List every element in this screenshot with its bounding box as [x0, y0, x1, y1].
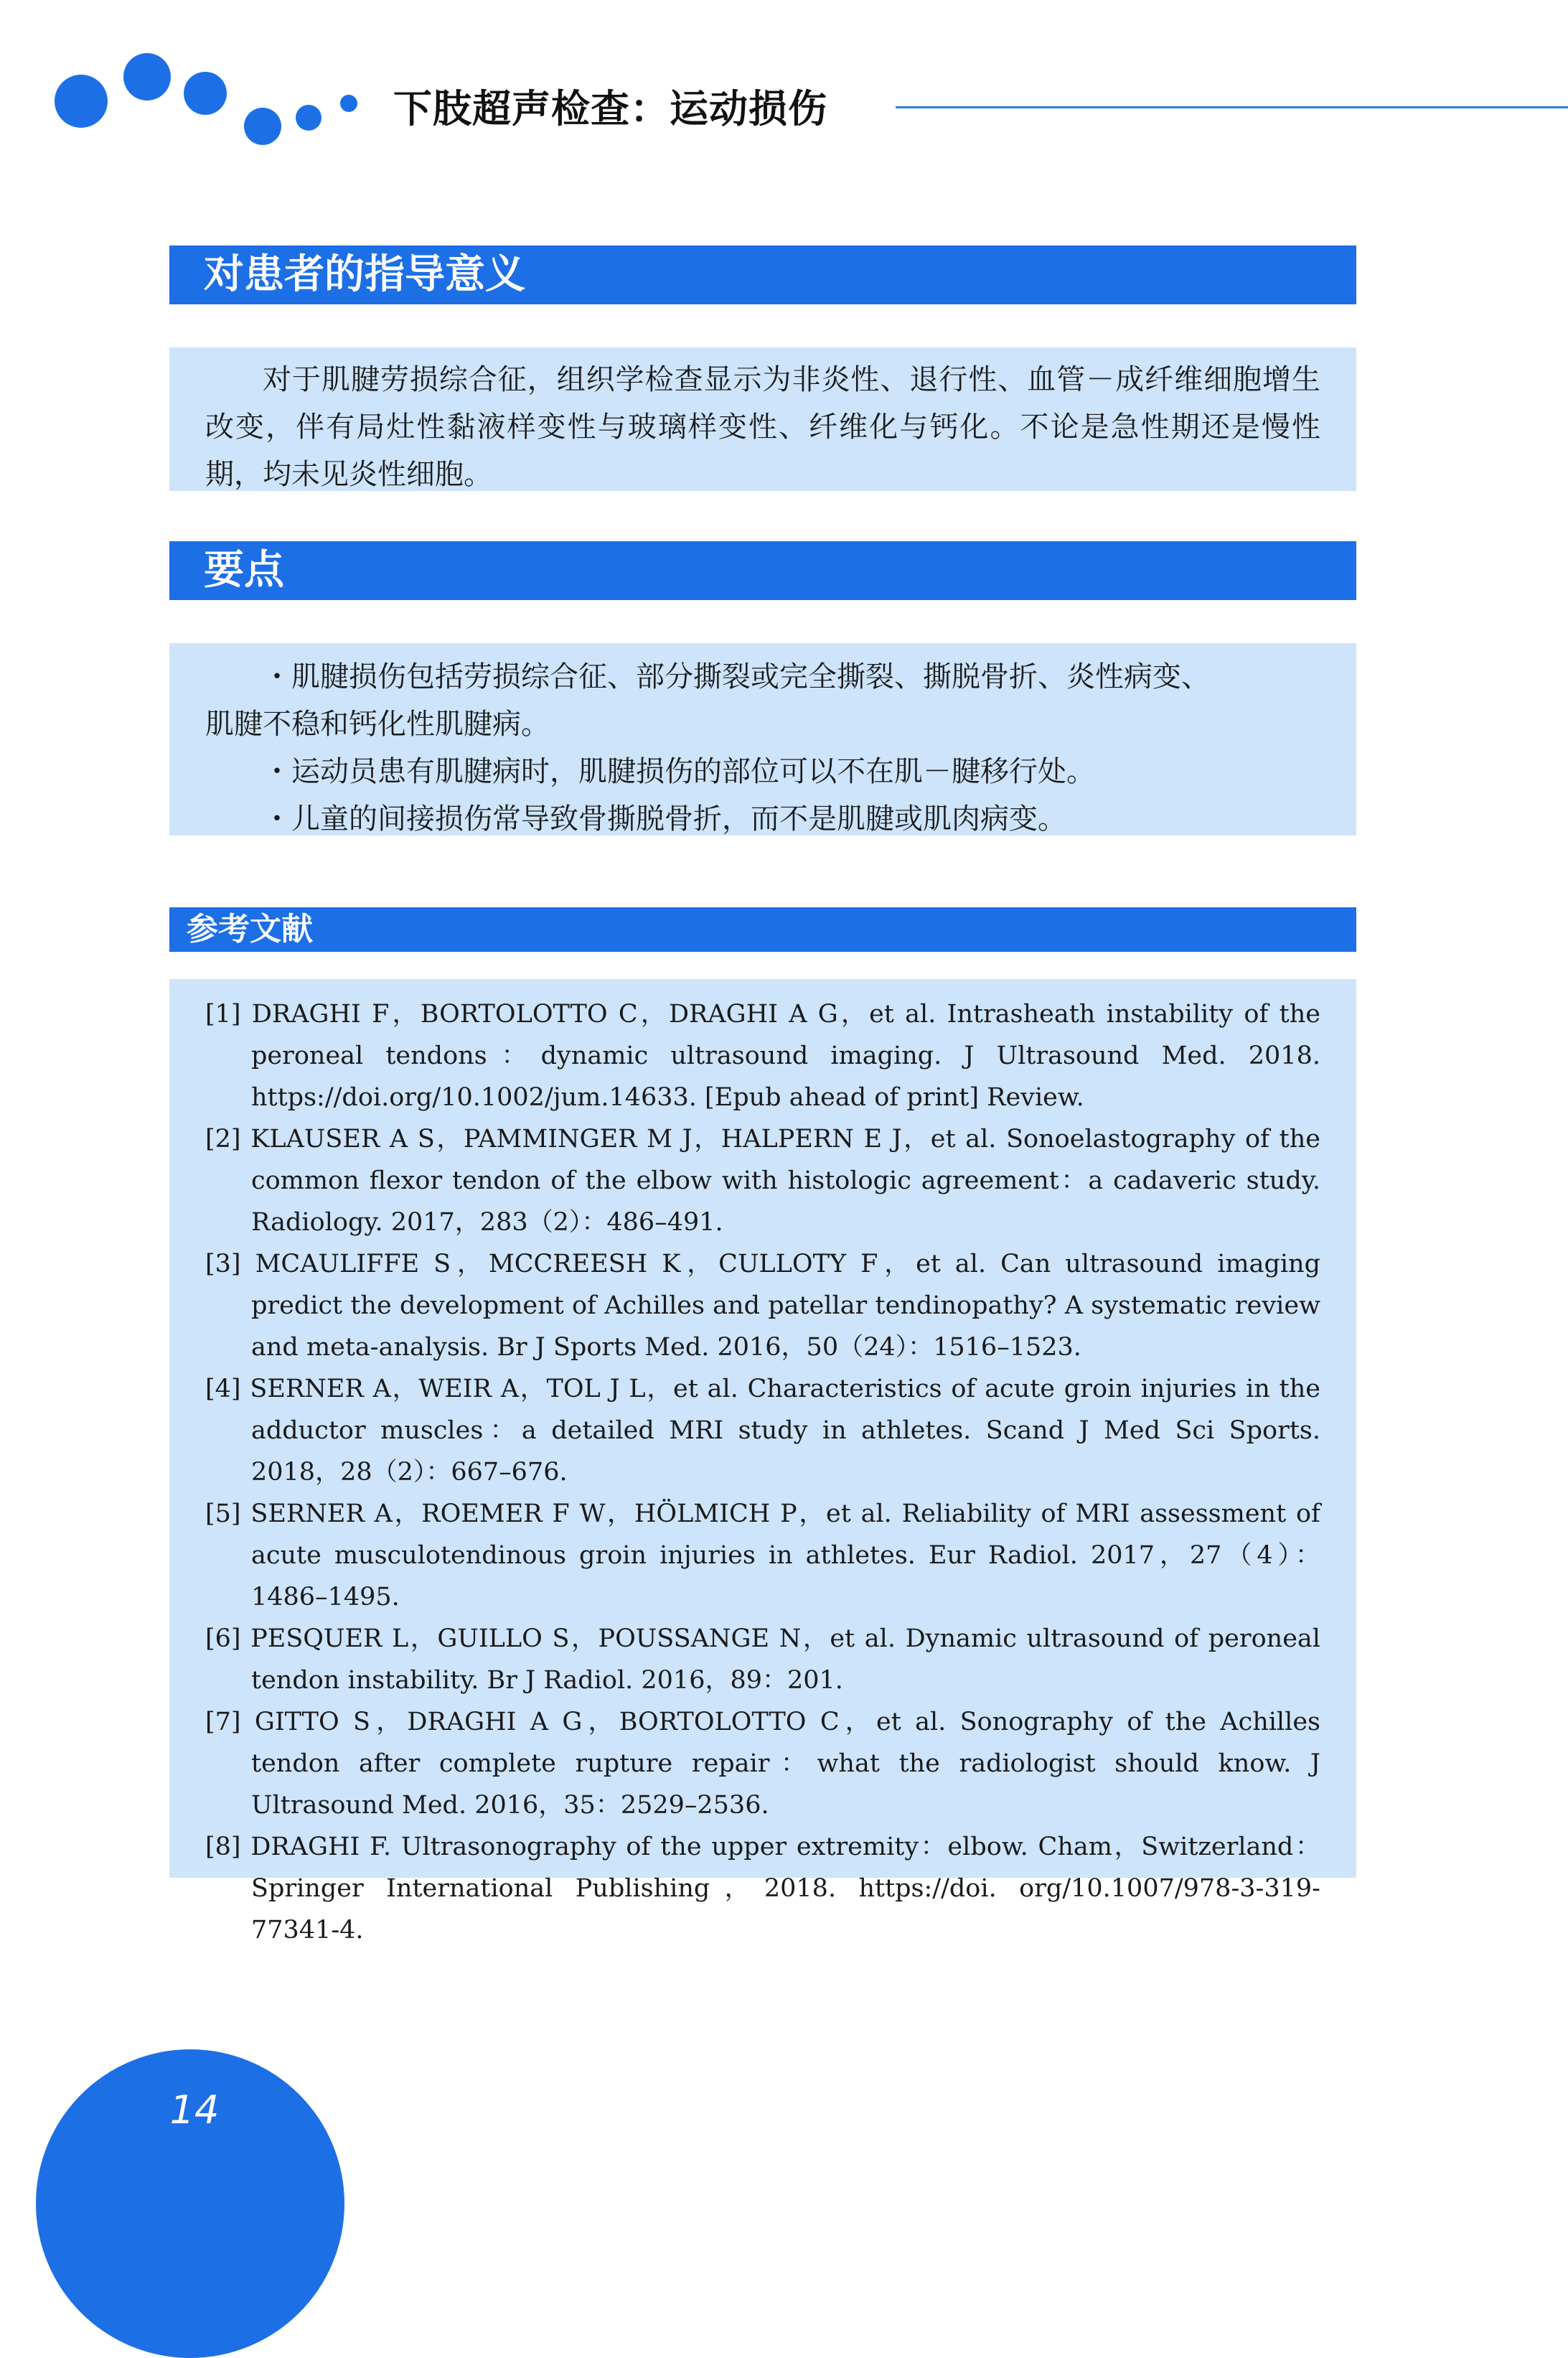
- decorative-dot: [184, 72, 227, 115]
- reference-item: [3] MCAULIFFE S，MCCREESH K，CULLOTY F，et al. Can ultrasound imaging predict the development of Achilles and patellar tendinopathy? A systematic review and meta-analysis. Br J Sports Med. 2016，50（24）：1516–1523.: [205, 1250, 1320, 1362]
- reference-item: [8] DRAGHI F. Ultrasonography of the upper extremity：elbow. Cham，Switzerland：Springer International Publishing，2018. https://doi. org/10.1007/978-3-319-77341-4.: [205, 1833, 1320, 1945]
- decorative-dot: [55, 75, 108, 128]
- running-head-title: 下肢超声检查：运动损伤: [393, 86, 827, 131]
- decorative-dot: [123, 53, 171, 100]
- reference-item: [2] KLAUSER A S，PAMMINGER M J，HALPERN E J，et al. Sonoelastography of the common flexor tendon of the elbow with histologic agreement：a cadaveric study. Radiology. 2017，283（2）：486–491.: [205, 1125, 1320, 1237]
- key-point-item: ・运动员患有肌腱病时，肌腱损伤的部位可以不在肌－腱移行处。: [263, 755, 1095, 788]
- section-heading-guidance: 对患者的指导意义: [169, 245, 1356, 304]
- reference-item: [4] SERNER A，WEIR A，TOL J L，et al. Characteristics of acute groin injuries in the adductor muscles：a detailed MRI study in athletes. Scand J Med Sci Sports. 2018，28（2）：667–676.: [205, 1375, 1320, 1487]
- section-heading-references: 参考文献: [169, 907, 1356, 952]
- reference-item: [7] GITTO S，DRAGHI A G，BORTOLOTTO C，et al. Sonography of the Achilles tendon after complete rupture repair：what the radiologist should know. J Ultrasound Med. 2016，35：2529–2536.: [205, 1708, 1320, 1820]
- decorative-dot: [340, 95, 357, 112]
- references-panel: [169, 979, 1356, 1945]
- reference-item: [5] SERNER A，ROEMER F W，HÖLMICH P，et al. Reliability of MRI assessment of acute musculotendinous groin injuries in athletes. Eur Radiol. 2017，27（4）：1486–1495.: [205, 1500, 1320, 1611]
- guidance-paragraph: 对于肌腱劳损综合征，组织学检查显示为非炎性、退行性、血管－成纤维细胞增生改变，伴有局灶性黏液样变性与玻璃样变性、纤维化与钙化。不论是急性期还是慢性期，均未见炎性细胞。: [205, 363, 1320, 491]
- header-rule: [896, 106, 1568, 108]
- key-points-panel: [169, 643, 1356, 836]
- key-point-item: ・儿童的间接损伤常导致骨撕脱骨折，而不是肌腱或肌肉病变。: [263, 803, 1066, 836]
- reference-list: [205, 993, 1320, 1951]
- reference-item: [6] PESQUER L，GUILLO S，POUSSANGE N，et al. Dynamic ultrasound of peroneal tendon instability. Br J Radiol. 2016，89：201.: [205, 1624, 1320, 1695]
- reference-item: [1] DRAGHI F，BORTOLOTTO C，DRAGHI A G，et al. Intrasheath instability of the peroneal tendons：dynamic ultrasound imaging. J Ultrasound Med. 2018. https://doi.org/10.1002/jum.14633. [Epub ahead of print] Review.: [205, 1000, 1320, 1112]
- guidance-panel: [169, 347, 1356, 491]
- key-point-item: ・肌腱损伤包括劳损综合征、部分撕裂或完全撕裂、撕脱骨折、炎性病变、: [263, 660, 1210, 693]
- key-point-item: 肌腱不稳和钙化性肌腱病。: [205, 708, 550, 741]
- page-number: 14: [169, 2087, 220, 2133]
- decorative-dot: [244, 108, 281, 145]
- decorative-dot: [296, 105, 321, 131]
- section-heading-key-points: 要点: [169, 541, 1356, 600]
